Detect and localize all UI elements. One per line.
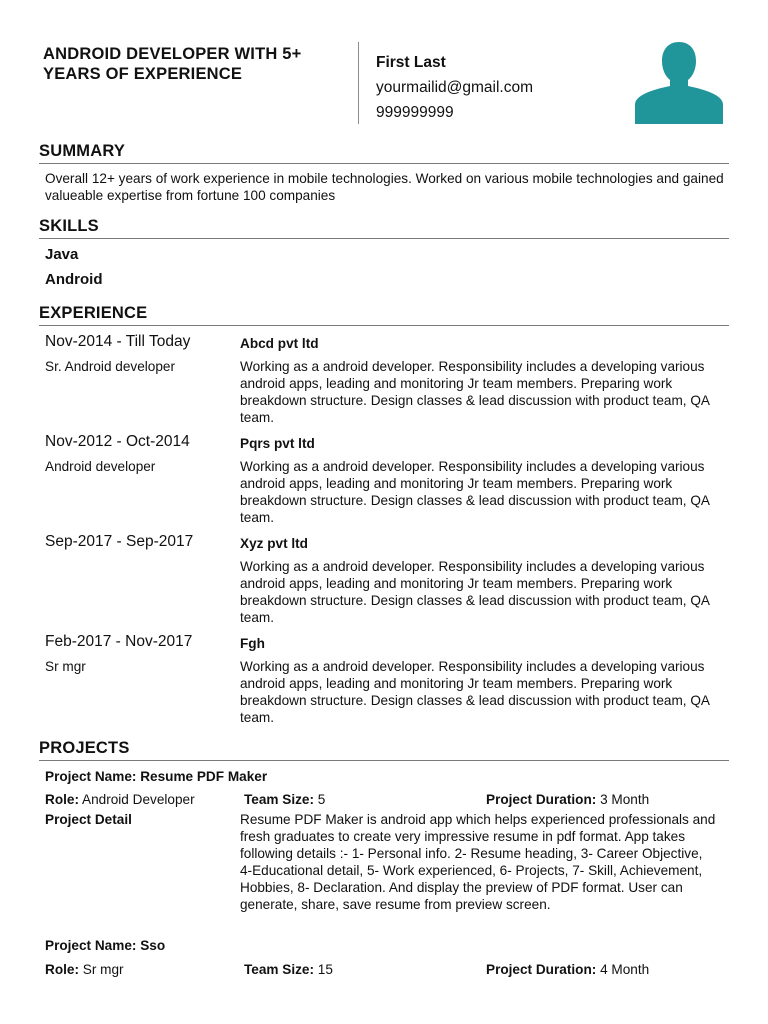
project-name (45, 937, 165, 954)
skill-item: Java (45, 246, 79, 263)
experience-period: Sep-2017 - Sep-2017 (45, 533, 194, 550)
project-detail-label: Project Detail (45, 812, 132, 827)
duration-label: Project Duration: (486, 962, 597, 977)
experience-company: Pqrs pvt ltd (240, 436, 315, 451)
section-heading: PROJECTS (39, 738, 729, 761)
user-silhouette-icon (634, 40, 724, 124)
project-name (45, 768, 267, 785)
project-detail-text: Resume PDF Maker is android app which helps experienced professionals and fresh graduates to create very impressive resume in pdf format. App takes following details :- 1- Personal info. 2- Resume heading, 3- Career Objective, 4-Educational detail, 5- Work experienced, 6- Projects, 7- Skill, Achievement, Hobbies, 8- Declaration. And display the preview of PDF format. User can generate, share, save resume from preview screen. (240, 812, 716, 912)
experience-description: Working as a android developer. Responsibility includes a developing various android apps, leading and monitoring Jr team members. Preparing work breakdown structure. Design classes & lead discussion with product team, QA team. (240, 659, 710, 725)
role-value: Android Developer (82, 792, 195, 807)
duration-value: 3 Month (600, 792, 650, 807)
role-label: Role: (45, 962, 79, 977)
project-role (45, 791, 195, 808)
email: yourmailid@gmail.com (376, 79, 533, 96)
project-role (45, 961, 124, 978)
team-size-label: Team Size: (244, 962, 315, 977)
duration-value: 4 Month (600, 962, 650, 977)
project-name-value: Resume PDF Maker (140, 769, 268, 784)
contact-block (376, 50, 533, 125)
project-name-label: Project Name: (45, 769, 137, 784)
experience-role: Sr mgr (45, 659, 86, 674)
section-heading: SUMMARY (39, 141, 729, 164)
section-heading: SKILLS (39, 216, 729, 239)
role-label: Role: (45, 792, 79, 807)
resume-heading: ANDROID DEVELOPER WITH 5+ YEARS OF EXPERIENCE (43, 45, 302, 83)
duration-label: Project Duration: (486, 792, 597, 807)
phone: 999999999 (376, 104, 454, 121)
full-name: First Last (376, 54, 446, 71)
project-duration (486, 791, 649, 808)
experience-description: Working as a android developer. Responsibility includes a developing various android apps, leading and monitoring Jr team members. Preparing work breakdown structure. Design classes & lead discussion with product team, QA team. (240, 359, 710, 425)
team-size-value: 15 (317, 962, 333, 977)
project-team-size (244, 961, 333, 978)
project-duration (486, 961, 649, 978)
team-size-label: Team Size: (244, 792, 315, 807)
section-heading: EXPERIENCE (39, 303, 729, 326)
experience-company: Xyz pvt ltd (240, 536, 308, 551)
project-team-size (244, 791, 325, 808)
header-divider (358, 42, 359, 124)
projects-section (39, 738, 729, 761)
experience-role: Android developer (45, 459, 156, 474)
experience-period: Nov-2012 - Oct-2014 (45, 433, 190, 450)
summary-section (39, 141, 729, 164)
experience-company: Abcd pvt ltd (240, 336, 319, 351)
experience-period: Nov-2014 - Till Today (45, 333, 191, 350)
project-name-value: Sso (140, 938, 166, 953)
summary-text: Overall 12+ years of work experience in mobile technologies. Worked on various mobile technologies and gained valueable expertise from fortune 100 companies (45, 171, 724, 203)
skill-item: Android (45, 271, 103, 288)
experience-period: Feb-2017 - Nov-2017 (45, 633, 193, 650)
experience-role: Sr. Android developer (45, 359, 175, 374)
experience-description: Working as a android developer. Responsibility includes a developing various android apps, leading and monitoring Jr team members. Preparing work breakdown structure. Design classes & lead discussion with product team, QA team. (240, 559, 710, 625)
team-size-value: 5 (317, 792, 326, 807)
experience-company: Fgh (240, 636, 265, 651)
role-value: Sr mgr (82, 962, 124, 977)
skills-section (39, 216, 729, 239)
experience-section (39, 303, 729, 326)
project-name-label: Project Name: (45, 938, 137, 953)
experience-description: Working as a android developer. Responsibility includes a developing various android apps, leading and monitoring Jr team members. Preparing work breakdown structure. Design classes & lead discussion with product team, QA team. (240, 459, 710, 525)
